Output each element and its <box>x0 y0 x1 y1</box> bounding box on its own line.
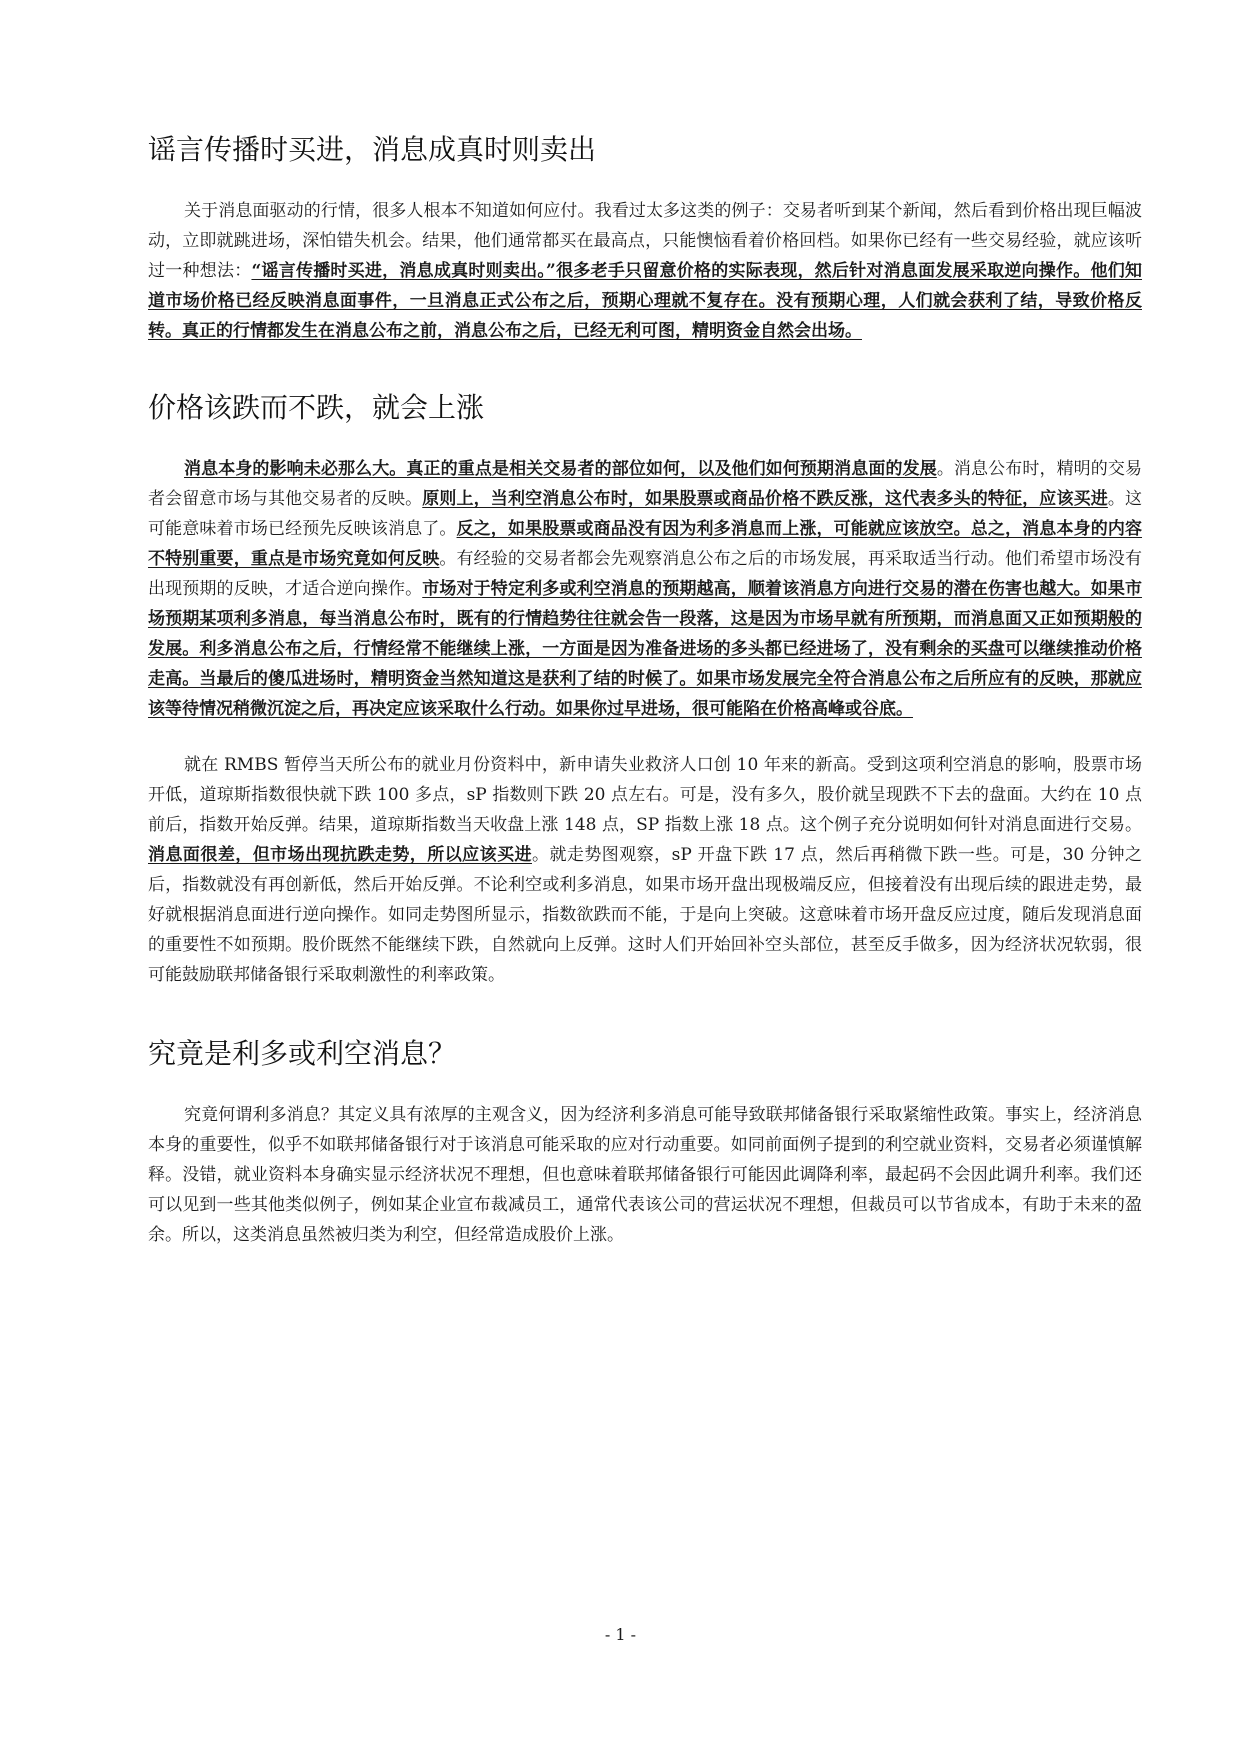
section-heading-rumor: 谣言传播时买进，消息成真时则卖出 <box>148 133 597 166</box>
paragraph <box>148 196 1142 346</box>
paragraph <box>148 1100 1142 1250</box>
paragraph <box>148 750 1142 990</box>
text-run: 。这可能意味着市场已经预先反映该消息了。 <box>148 489 1143 539</box>
text-run: 。消息公布时，精明的交易者会留意市场与其他交易者的反映。 <box>148 459 1143 509</box>
underlined-text-run: “谣言传播时买进，消息成真时则卖出。”很多老手只留意价格的实际表现，然后针对消息面发展采取逆向操作。他们知道市场价格已经反映消息面事件，一旦消息正式公布之后，预期心理就不复存在。没有预期心理，人们就会获利了结，导致价格反转。真正的行情都发生在消息公布之前，消息公布之后，已经无利可图，精明资金自然会出场。 <box>148 261 1143 341</box>
underlined-text-run: 反之，如果股票或商品没有因为利多消息而上涨，可能就应该放空。总之，消息本身的内容不特别重要，重点是市场究竟如何反映 <box>148 519 1143 569</box>
underlined-text-run: 原则上，当利空消息公布时，如果股票或商品价格不跌反涨，这代表多头的特征，应该买进 <box>422 489 1108 509</box>
underlined-text-run: 消息面很差，但市场出现抗跌走势，所以应该买进 <box>148 845 532 865</box>
page-content <box>148 122 1142 1250</box>
text-run: 。就走势图观察，sP 开盘下跌 17 点，然后再稍微下跌一些。可是，30 分钟之后，指数就没有再创新低，然后开始反弹。不论利空或利多消息，如果市场开盘出现极端反应，但接着没有出现后续的跟进走势，最好就根据消息面进行逆向操作。如同走势图所显示，指数欲跌而不能，于是向上突破。这意味着市场开盘反应过度，随后发现消息面的重要性不如预期。股价既然不能继续下跌，自然就向上反弹。这时人们开始回补空头部位，甚至反手做多，因为经济状况软弱，很可能鼓励联邦储备银行采取刺激性的利率政策。 <box>148 845 1142 985</box>
paragraph <box>148 454 1142 724</box>
section-heading-price-not-fall: 价格该跌而不跌，就会上涨 <box>148 391 485 424</box>
page-number: - 1 - <box>604 1625 637 1644</box>
underlined-text-run: 消息本身的影响未必那么大。真正的重点是相关交易者的部位如何，以及他们如何预期消息面的发展 <box>184 459 937 479</box>
text-run: 。有经验的交易者都会先观察消息公布之后的市场发展，再采取适当行动。他们希望市场没有出现预期的反映，才适合逆向操作。 <box>148 549 1143 599</box>
text-run: 究竟何谓利多消息？其定义具有浓厚的主观含义，因为经济利多消息可能导致联邦储备银行采取紧缩性政策。事实上，经济消息本身的重要性，似乎不如联邦储备银行对于该消息可能采取的应对行动重要。如同前面例子提到的利空就业资料，交易者必须谨慎解释。没错，就业资料本身确实显示经济状况不理想，但也意味着联邦储备银行可能因此调降利率，最起码不会因此调升利率。我们还可以见到一些其他类似例子，例如某企业宣布裁减员工，通常代表该公司的营运状况不理想，但裁员可以节省成本，有助于未来的盈余。所以，这类消息虽然被归类为利空，但经常造成股价上涨。 <box>148 1105 1142 1245</box>
text-run: 关于消息面驱动的行情，很多人根本不知道如何应付。我看过太多这类的例子：交易者听到某个新闻，然后看到价格出现巨幅波动，立即就跳进场，深怕错失机会。结果，他们通常都买在最高点，只能懊恼看着价格回档。如果你已经有一些交易经验，就应该听过一种想法： <box>148 201 1142 281</box>
section-heading-good-or-bad-news: 究竟是利多或利空消息？ <box>148 1037 457 1070</box>
text-run: 就在 RMBS 暂停当天所公布的就业月份资料中，新申请失业救济人口创 10 年来的新高。受到这项利空消息的影响，股票市场开低，道琼斯指数很快就下跌 100 多点，sP 指数则下跌 20 点左右。可是，没有多久，股价就呈现跌不下去的盘面。大约在 10 点前后，指数开始反弹。结果，道琼斯指数当天收盘上涨 148 点，SP 指数上涨 18 点。这个例子充分说明如何针对消息面进行交易。 <box>148 755 1142 835</box>
underlined-text-run: 市场对于特定利多或利空消息的预期越高，顺着该消息方向进行交易的潜在伤害也越大。如果市场预期某项利多消息，每当消息公布时，既有的行情趋势往往就会告一段落，这是因为市场早就有所预期，而消息面又正如预期般的发展。利多消息公布之后，行情经常不能继续上涨，一方面是因为准备进场的多头都已经进场了，没有剩余的买盘可以继续推动价格走高。当最后的傻瓜进场时，精明资金当然知道这是获利了结的时候了。如果市场发展完全符合消息公布之后所应有的反映，那就应该等待情况稍微沉淀之后，再决定应该采取什么行动。如果你过早进场，很可能陷在价格高峰或谷底。 <box>148 579 1143 719</box>
